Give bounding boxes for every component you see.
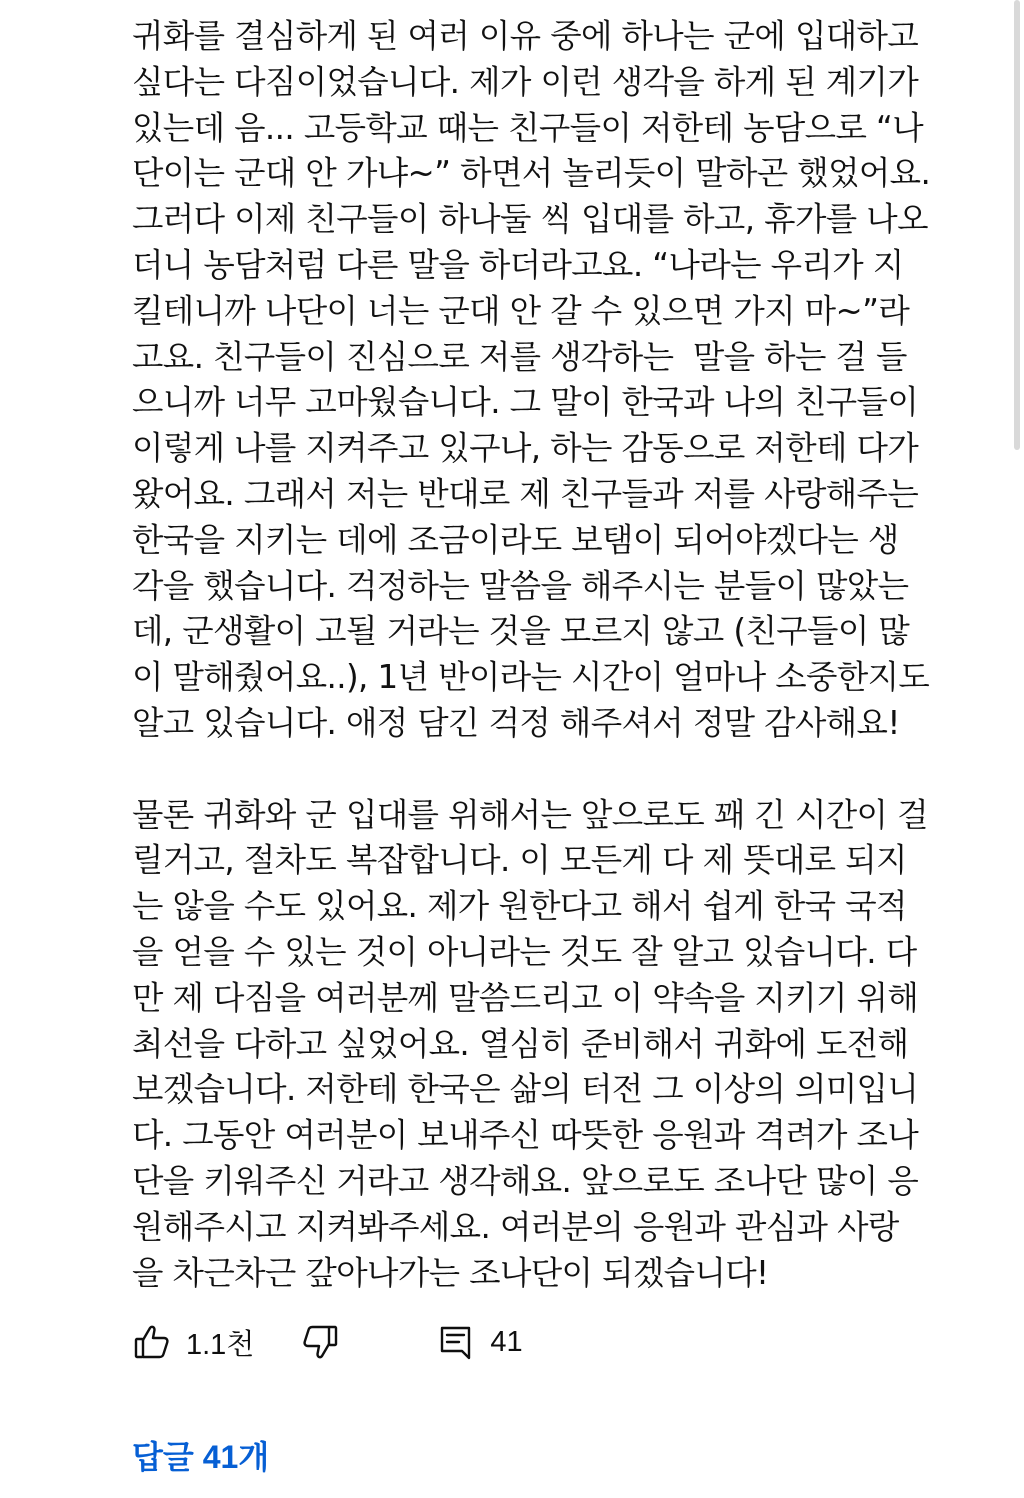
comment-line: 최선을 다하고 싶었어요. 열심히 준비해서 귀화에 도전해 — [132, 1024, 909, 1063]
comment-line: 을 차근차근 갚아나가는 조나단이 되겠습니다! — [132, 1253, 769, 1292]
comment-line: 물론 귀화와 군 입대를 위해서는 앞으로도 꽤 긴 시간이 걸 — [132, 795, 928, 834]
dislike-button[interactable] — [300, 1322, 340, 1362]
comment-line: 데, 군생활이 고될 거라는 것을 모르지 않고 (친구들이 많 — [132, 612, 910, 651]
comment-line: 한국을 지키는 데에 조금이라도 보탬이 되어야겠다는 생 — [132, 520, 899, 559]
comment-line: 더니 농담처럼 다른 말을 하더라고요. “나라는 우리가 지 — [132, 245, 904, 284]
comment-line: 각을 했습니다. 걱정하는 말씀을 해주시는 분들이 많았는 — [132, 566, 909, 605]
comment-line: 왔어요. 그래서 저는 반대로 제 친구들과 저를 사랑해주는 — [132, 474, 919, 513]
reply-count: 41 — [490, 1325, 523, 1358]
comment-line: 만 제 다짐을 여러분께 말씀드리고 이 약속을 지키기 위해 — [132, 978, 919, 1017]
comment-line: 을 얻을 수 있는 것이 아니라는 것도 잘 알고 있습니다. 다 — [132, 932, 917, 971]
comment-line: 보겠습니다. 저한테 한국은 삶의 터전 그 이상의 의미입니 — [132, 1070, 919, 1109]
comment-line: 킬테니까 나단이 너는 군대 안 갈 수 있으면 가지 마~”라 — [132, 291, 910, 330]
reply-button[interactable] — [436, 1322, 522, 1362]
comment-line: 그러다 이제 친구들이 하나둘 씩 입대를 하고, 휴가를 나오 — [132, 200, 928, 239]
scrollbar[interactable] — [1014, 0, 1020, 450]
comment-line: 단이는 군대 안 가냐~” 하면서 놀리듯이 말하곤 했었어요. — [132, 154, 931, 193]
comment-line: 이 말해줬어요..), 1년 반이라는 시간이 얼마나 소중한지도 — [132, 658, 930, 697]
comment-text — [132, 14, 992, 1296]
comment-icon — [436, 1322, 476, 1362]
comment-line: 귀화를 결심하게 된 여러 이유 중에 하나는 군에 입대하고 — [132, 17, 919, 55]
comment-line: 이렇게 나를 지켜주고 있구나, 하는 감동으로 저한테 다가 — [132, 429, 919, 468]
like-button[interactable] — [132, 1322, 254, 1363]
paragraph-gap — [132, 747, 992, 793]
comment-line: 원해주시고 지켜봐주세요. 여러분의 응원과 관심과 사랑 — [132, 1207, 899, 1246]
comment-line: 알고 있습니다. 애정 담긴 걱정 해주셔서 정말 감사해요! — [132, 703, 900, 742]
comment-line: 있는데 음... 고등학교 때는 친구들이 저한테 농담으로 “나 — [132, 108, 924, 147]
thumbs-up-icon — [132, 1322, 172, 1362]
comment-line: 단을 키워주신 거라고 생각해요. 앞으로도 조나단 많이 응 — [132, 1161, 919, 1200]
like-count: 1.1천 — [186, 1328, 255, 1361]
thumbs-down-icon — [300, 1322, 340, 1362]
comment-line: 고요. 친구들이 진심으로 저를 생각하는 말을 하는 걸 들 — [132, 337, 907, 376]
comment-line: 으니까 너무 고마웠습니다. 그 말이 한국과 나의 친구들이 — [132, 383, 919, 422]
view-replies-link[interactable]: 답글 41개 — [132, 1439, 270, 1475]
comment-line: 릴거고, 절차도 복잡합니다. 이 모든게 다 제 뜻대로 되지 — [132, 841, 907, 880]
comment-line: 는 않을 수도 있어요. 제가 원한다고 해서 쉽게 한국 국적 — [132, 887, 907, 926]
comment-actions — [132, 1318, 523, 1366]
comment-line: 싶다는 다짐이었습니다. 제가 이런 생각을 하게 된 계기가 — [132, 62, 919, 101]
comment-line: 다. 그동안 여러분이 보내주신 따뜻한 응원과 격려가 조나 — [132, 1116, 919, 1155]
